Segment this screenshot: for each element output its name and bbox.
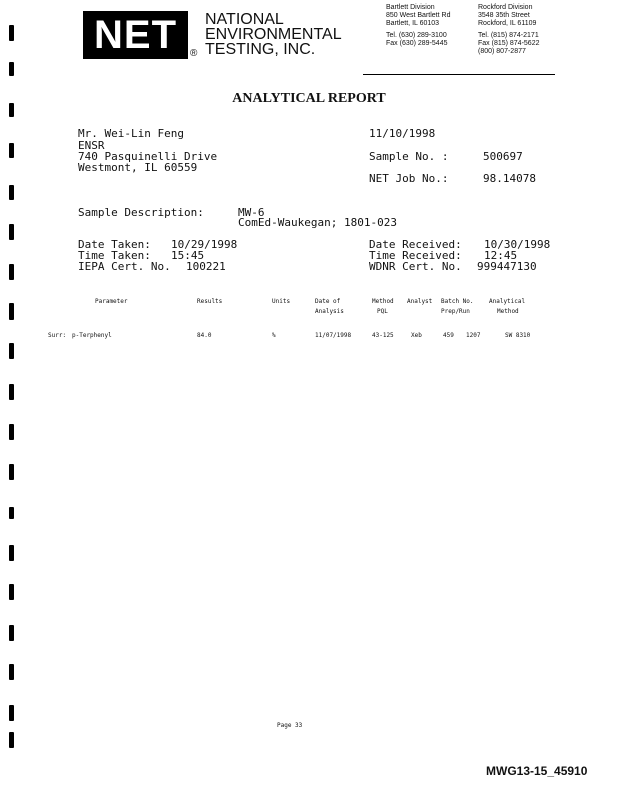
rockford-line: Tel. (815) 874-2171	[478, 32, 539, 39]
punch-mark	[9, 264, 14, 280]
header-divider	[363, 74, 555, 75]
job-no-label: NET Job No.:	[369, 172, 449, 185]
punch-mark	[9, 103, 14, 117]
report-date: 11/10/1998	[369, 127, 436, 140]
col-header-analytical: Analytical	[489, 298, 526, 305]
sample-desc-line-2: ComEd-Waukegan; 1801-023	[238, 216, 397, 229]
punch-mark	[9, 343, 14, 359]
punch-mark	[9, 384, 14, 400]
punch-mark	[9, 664, 14, 680]
cell-date: 11/07/1998	[315, 332, 352, 339]
sample-desc-line-1: MW-6	[238, 206, 265, 219]
wdnr-label: WDNR Cert. No.	[369, 260, 462, 273]
rockford-line: (800) 807-2877	[478, 48, 526, 55]
rockford-line: Rockford, IL 61109	[478, 20, 537, 27]
punch-mark	[9, 25, 14, 41]
rockford-line: Fax (815) 874-5622	[478, 40, 540, 47]
col-header-pql: PQL	[377, 308, 388, 315]
recipient-name: Mr. Wei-Lin Feng	[78, 127, 184, 140]
col-header-analytical-method: Method	[497, 308, 519, 315]
punch-mark	[9, 62, 14, 76]
iepa-label: IEPA Cert. No.	[78, 260, 171, 273]
punch-mark	[9, 507, 14, 519]
rockford-title: Rockford Division	[478, 4, 533, 11]
cell-prep: 459	[443, 332, 454, 339]
cell-method: SW 8310	[505, 332, 531, 339]
net-logo: NET	[83, 11, 188, 59]
bartlett-division	[386, 4, 450, 48]
recipient-company: ENSR	[78, 139, 105, 152]
document-id: MWG13-15_45910	[486, 764, 588, 778]
punch-mark	[9, 545, 14, 561]
bartlett-title: Bartlett Division	[386, 4, 435, 11]
sample-desc-label: Sample Description:	[78, 206, 204, 219]
col-header-method: Method	[372, 298, 394, 305]
punch-mark	[9, 732, 14, 748]
col-header-batch: Batch No.	[441, 298, 474, 305]
col-header-parameter: Parameter	[95, 298, 128, 305]
bartlett-line: 850 West Bartlett Rd	[386, 12, 451, 19]
time-taken-value: 15:45	[171, 249, 205, 262]
company-line-1: NATIONAL	[205, 11, 284, 28]
date-taken-value: 10/29/1998	[171, 238, 238, 251]
col-header-analysis: Analysis	[315, 308, 344, 315]
punch-mark	[9, 185, 14, 200]
cell-analyst: Xeb	[411, 332, 422, 339]
rockford-line: 3548 35th Street	[478, 12, 530, 19]
bartlett-line: Bartlett, IL 60103	[386, 20, 440, 27]
page-number: Page 33	[277, 722, 303, 729]
cell-pql: 43-125	[372, 332, 394, 339]
wdnr-value: 999447130	[477, 260, 537, 273]
company-line-2: ENVIRONMENTAL	[205, 26, 342, 43]
punch-mark	[9, 705, 14, 721]
cell-run: 1207	[466, 332, 481, 339]
punch-mark	[9, 143, 14, 158]
punch-mark	[9, 224, 14, 240]
report-title: ANALYTICAL REPORT	[232, 91, 386, 106]
rockford-division	[478, 4, 539, 56]
cell-prefix: Surr:	[48, 332, 67, 339]
cell-units: %	[272, 332, 276, 339]
time-received-label: Time Received:	[369, 249, 462, 262]
punch-mark	[9, 464, 14, 480]
job-no-value: 98.14078	[483, 172, 536, 185]
registered-mark: ®	[190, 48, 198, 59]
col-header-prep-run: Prep/Run	[441, 308, 470, 315]
cell-parameter: p-Terphenyl	[72, 332, 112, 339]
cell-results: 84.0	[197, 332, 212, 339]
recipient-street: 740 Pasquinelli Drive	[78, 150, 218, 163]
bartlett-line: Fax (630) 289-5445	[386, 40, 448, 47]
punch-mark	[9, 625, 14, 641]
time-received-value: 12:45	[484, 249, 518, 262]
bartlett-line: Tel. (630) 289-3100	[386, 32, 447, 39]
sample-no-label: Sample No. :	[369, 150, 449, 163]
punch-mark	[9, 584, 14, 600]
punch-mark	[9, 303, 14, 320]
date-taken-label: Date Taken:	[78, 238, 151, 251]
col-header-analyst: Analyst	[407, 298, 433, 305]
time-taken-label: Time Taken:	[78, 249, 151, 262]
company-line-3: TESTING, INC.	[205, 41, 316, 58]
date-received-label: Date Received:	[369, 238, 462, 251]
col-header-units: Units	[272, 298, 291, 305]
sample-no-value: 500697	[483, 150, 523, 163]
recipient-city: Westmont, IL 60559	[78, 161, 198, 174]
iepa-value: 100221	[186, 260, 226, 273]
col-header-results: Results	[197, 298, 223, 305]
date-received-value: 10/30/1998	[484, 238, 551, 251]
punch-mark	[9, 424, 14, 440]
col-header-date-of: Date of	[315, 298, 341, 305]
